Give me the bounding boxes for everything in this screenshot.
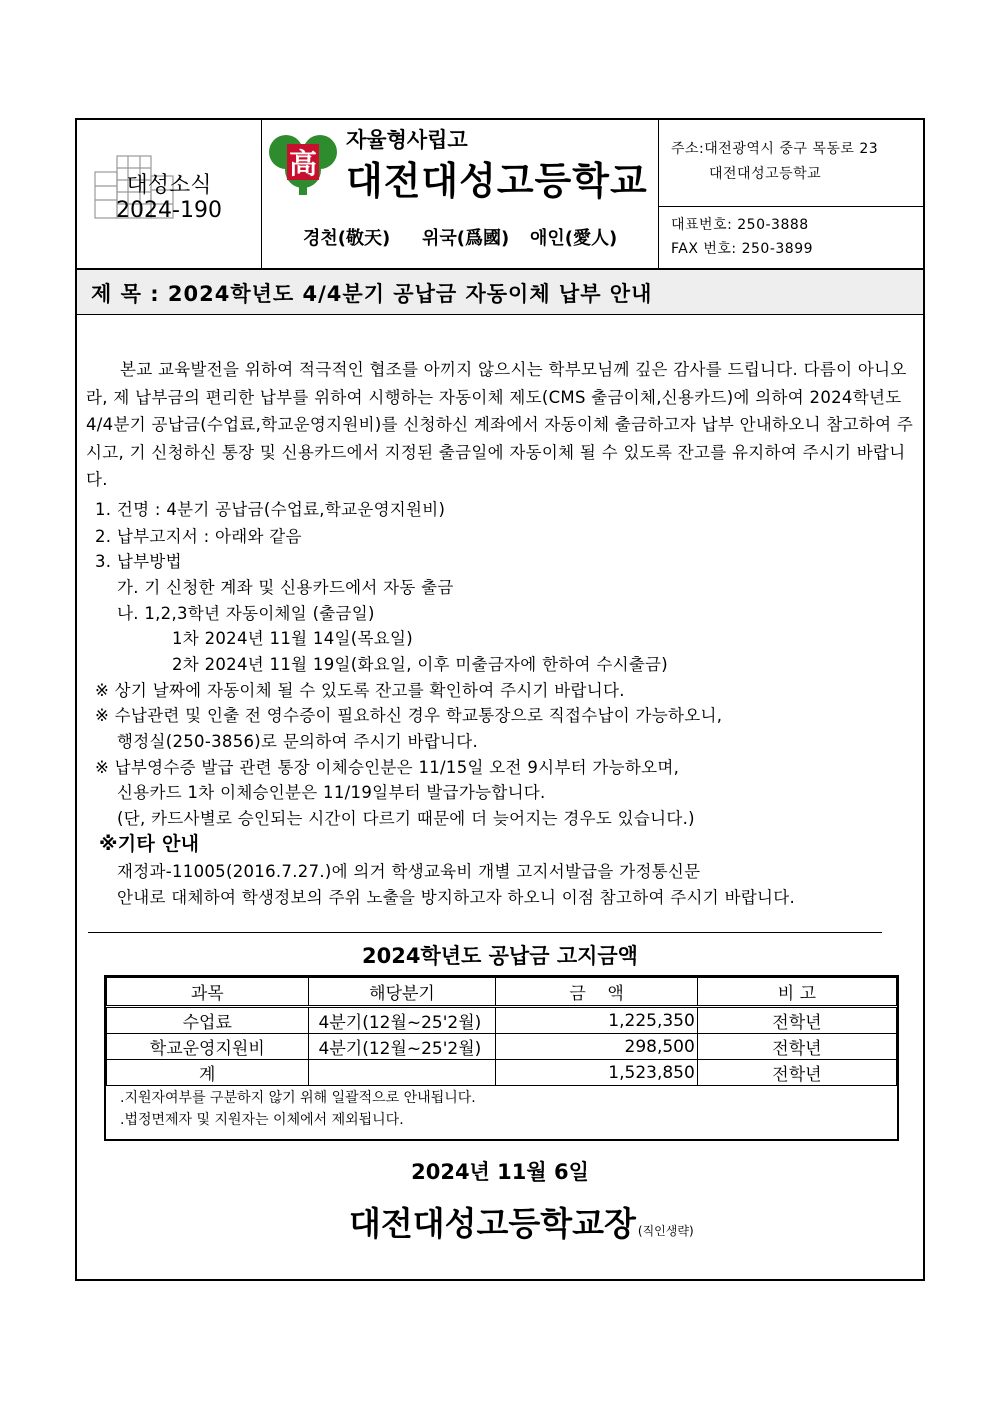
header-remark: 비 고 [697,978,896,1007]
subject-bar [77,270,923,315]
fee-note-1: .지원자여부를 구분하지 않기 위해 일괄적으로 안내됩니다. [120,1090,476,1106]
cell-remark: 전학년 [697,1034,896,1060]
cell-quarter [308,1060,496,1086]
note-3-cont-2: (단, 카드사별로 승인되는 시간이 다르기 때문에 더 늦어지는 경우도 있습니다.) [117,809,695,828]
issue-number: 2024-190 [116,198,222,223]
other-line-1: 재정과-11005(2016.7.27.)에 의거 학생교육비 개별 고지서발급을 가정통신문 [117,862,701,881]
item-3a: 가. 기 신청한 계좌 및 신용카드에서 자동 출금 [117,578,454,597]
other-heading: ※기타 안내 [99,833,200,855]
item-2: 2. 납부고지서 : 아래와 같음 [95,527,302,546]
item-3: 3. 납부방법 [95,552,182,571]
table-row [107,1034,897,1060]
intro-text: 본교 교육발전을 위하여 적극적인 협조를 아끼지 않으시는 학부모님께 깊은 감사를 드립니다. 다름이 아니오라, 제 납부금의 편리한 납부를 위하여 시행하는 자동이체 제도(CMS 출금이체,신용카드)에 의하여 2024학년도 4/4분기 공납금(수업료,학교운영지원비)를 신청하신 계좌에서 자동이체 출금하고자 납부 안내하오니 참고하여 주시고, 기 신청하신 통장 및 신용카드에서 지정된 출금일에 자동이체 될 수 있도록 잔고를 유지하여 주시기 바랍니다. [86,360,914,489]
phone-number: 대표번호: 250-3888 [671,217,809,233]
fee-table-header [107,978,897,1007]
debit-date-2: 2차 2024년 11월 19일(화요일, 이후 미출금자에 한하여 수시출금) [172,655,669,674]
motto-3: 애인(愛人) [530,228,618,249]
note-2: ※ 수납관련 및 인출 전 영수증이 필요하신 경우 학교통장으로 직접수납이 가능하오니, [95,706,723,725]
fee-note-2: .법정면제자 및 지원자는 이체에서 제외됩니다. [120,1112,404,1128]
school-type: 자율형사립고 [346,128,468,152]
header-subject: 과목 [107,978,309,1007]
debit-date-1: 1차 2024년 11월 14일(목요일) [172,629,413,648]
cell-remark: 전학년 [697,1007,896,1034]
letterhead [77,120,923,270]
cell-amount: 1,225,350 [496,1007,697,1034]
table-row [107,1060,897,1086]
contact-divider [659,206,923,207]
table-row [107,1007,897,1034]
cell-quarter: 4분기(12월~25'2월) [308,1034,496,1060]
emblem-glyph: 高 [288,147,318,180]
fee-table-title: 2024학년도 공납금 고지금액 [362,944,638,968]
school-identity [262,120,659,268]
fee-table-box [104,975,899,1141]
header-amount: 금 액 [496,978,697,1007]
contact-info [659,120,923,268]
school-emblem-icon [266,130,340,196]
cell-subject: 계 [107,1060,309,1086]
motto-1: 경천(敬天) [303,228,391,249]
intro-paragraph [86,356,918,494]
note-2-cont: 행정실(250-3856)로 문의하여 주시기 바랍니다. [117,732,479,751]
item-1: 1. 건명 : 4분기 공납금(수업료,학교운영지원비) [95,500,446,519]
cell-subject: 학교운영지원비 [107,1034,309,1060]
note-1: ※ 상기 날짜에 자동이체 될 수 있도록 잔고를 확인하여 주시기 바랍니다. [95,681,625,700]
cell-amount: 1,523,850 [496,1060,697,1086]
cell-quarter: 4분기(12월~25'2월) [308,1007,496,1034]
cell-subject: 수업료 [107,1007,309,1034]
other-line-2: 안내로 대체하여 학생정보의 주위 노출을 방지하고자 하오니 이점 참고하여 주시기 바랍니다. [117,888,796,907]
school-name: 대전대성고등학교 [346,159,648,203]
principal-signature [349,1198,694,1245]
fax-number: FAX 번호: 250-3899 [671,241,814,257]
section-divider [88,932,882,933]
cell-remark: 전학년 [697,1060,896,1086]
newsletter-badge [77,120,262,268]
address-line-2: 대전대성고등학교 [709,166,822,182]
header-quarter: 해당분기 [308,978,496,1007]
fee-notes [120,1087,476,1131]
cell-amount: 298,500 [496,1034,697,1060]
note-3-cont-1: 신용카드 1차 이체승인분은 11/19일부터 발급가능합니다. [117,783,546,802]
newsletter-name: 대성소식 [126,173,212,198]
fee-table [106,977,897,1086]
newsletter-frame [75,118,925,1281]
motto-2: 위국(爲國) [422,228,510,249]
seal-note: (직인생략) [637,1224,694,1238]
principal-title: 대전대성고등학교장 [349,1204,636,1243]
item-3b: 나. 1,2,3학년 자동이체일 (출금일) [117,604,375,623]
address-line-1: 주소:대전광역시 중구 목동로 23 [671,141,879,157]
subject-title: 제 목 : 2024학년도 4/4분기 공납금 자동이체 납부 안내 [91,282,653,306]
note-3: ※ 납부영수증 발급 관련 통장 이체승인분은 11/15일 오전 9시부터 가능하오며, [95,758,680,777]
issue-date: 2024년 11월 6일 [411,1160,589,1184]
